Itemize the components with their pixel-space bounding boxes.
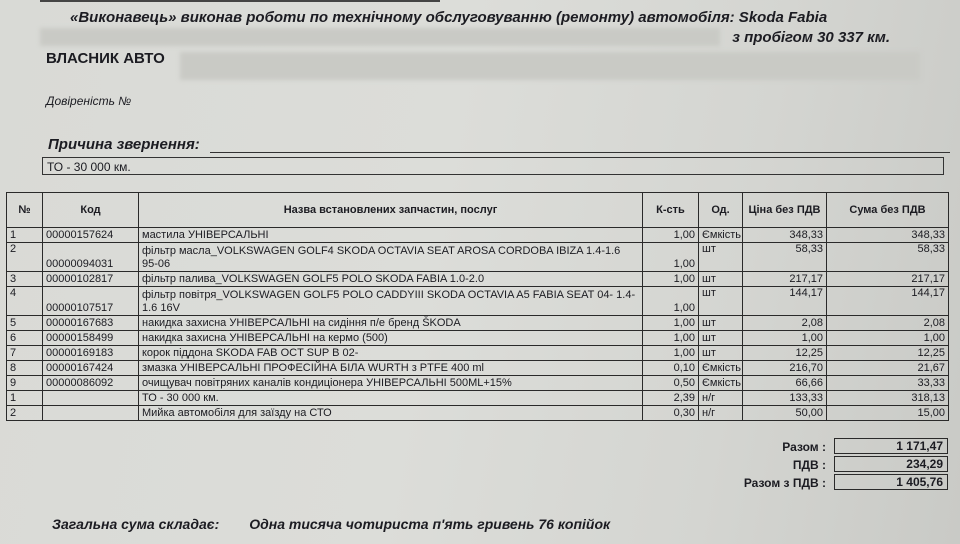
- cell-qty: 1,00: [643, 272, 699, 287]
- cell-code: [43, 406, 139, 421]
- cell-unit: Ємкість: [699, 228, 743, 243]
- cell-code: 00000086092: [43, 376, 139, 391]
- subtotal-value: 1 171,47: [834, 438, 948, 454]
- cell-name: накидка захисна УНІВЕРСАЛЬНІ на сидіння п/е бренд ŠKODA: [139, 316, 643, 331]
- cell-unit: Ємкість: [699, 361, 743, 376]
- cell-price: 133,33: [743, 391, 827, 406]
- table-row: [7, 228, 949, 243]
- cell-name: Мийка автомобіля для заїзду на СТО: [139, 406, 643, 421]
- cell-number: 1: [7, 391, 43, 406]
- cell-code: 00000167683: [43, 316, 139, 331]
- table-row: [7, 406, 949, 421]
- cell-sum: 217,17: [827, 272, 949, 287]
- table-row: [7, 331, 949, 346]
- table-header-row: [7, 193, 949, 228]
- col-header-price: Ціна без ПДВ: [743, 193, 827, 228]
- redacted-owner: [180, 52, 920, 80]
- cell-name: фільтр повітря_VOLKSWAGEN GOLF5 POLO CADDYIII SKODA OCTAVIA A5 FABIA SEAT 04- 1.4-1.6 16V: [139, 287, 643, 316]
- proxy-label: Довіреність №: [46, 94, 132, 108]
- table-row: [7, 243, 949, 272]
- cell-sum: 318,13: [827, 391, 949, 406]
- cell-code: 00000169183: [43, 346, 139, 361]
- cell-price: 2,08: [743, 316, 827, 331]
- grand-total-line: [52, 516, 610, 532]
- vat-value: 234,29: [834, 456, 948, 472]
- cell-name: очищувач повітряних каналів кондиціонера УНІВЕРСАЛЬНІ 500ML+15%: [139, 376, 643, 391]
- cell-number: 7: [7, 346, 43, 361]
- intro-line-1: «Виконавець» виконав роботи по технічному обслуговуванню (ремонту) автомобіля: Skoda Fabia: [70, 9, 828, 26]
- cell-qty: 1,00: [643, 228, 699, 243]
- table-row: [7, 391, 949, 406]
- cell-price: 217,17: [743, 272, 827, 287]
- cell-number: 5: [7, 316, 43, 331]
- redacted-area: [40, 28, 720, 46]
- table-row: [7, 376, 949, 391]
- col-header-number: №: [7, 193, 43, 228]
- cell-number: 2: [7, 243, 43, 272]
- cell-unit: шт: [699, 272, 743, 287]
- cell-qty: 2,39: [643, 391, 699, 406]
- cell-price: 1,00: [743, 331, 827, 346]
- cell-number: 4: [7, 287, 43, 316]
- table-row: [7, 361, 949, 376]
- reason-label: Причина звернення:: [48, 136, 200, 153]
- cell-name: ТО - 30 000 км.: [139, 391, 643, 406]
- cell-number: 9: [7, 376, 43, 391]
- reason-underline: [210, 152, 950, 153]
- cell-name: фільтр палива_VOLKSWAGEN GOLF5 POLO SKODA FABIA 1.0-2.0: [139, 272, 643, 287]
- cell-qty: 0,10: [643, 361, 699, 376]
- cell-code: 00000107517: [43, 287, 139, 316]
- owner-label: ВЛАСНИК АВТО: [46, 50, 165, 67]
- cell-qty: 1,00: [643, 316, 699, 331]
- cell-qty: 0,50: [643, 376, 699, 391]
- total-row: [700, 474, 950, 492]
- cell-name: корок піддона SKODA FAB OCT SUP B 02-: [139, 346, 643, 361]
- reason-field: ТО - 30 000 км.: [42, 157, 944, 175]
- cell-name: фільтр масла_VOLKSWAGEN GOLF4 SKODA OCTAVIA SEAT AROSA CORDOBA IBIZA 1.4-1.6 95-06: [139, 243, 643, 272]
- cell-unit: н/г: [699, 406, 743, 421]
- top-rule: [40, 0, 440, 2]
- cell-unit: шт: [699, 316, 743, 331]
- subtotal-row: [700, 438, 950, 456]
- cell-price: 50,00: [743, 406, 827, 421]
- cell-qty: 1,00: [643, 331, 699, 346]
- totals-block: [700, 438, 950, 492]
- cell-price: 58,33: [743, 243, 827, 272]
- cell-unit: Ємкість: [699, 376, 743, 391]
- vat-row: [700, 456, 950, 474]
- cell-qty: 1,00: [643, 243, 699, 272]
- table-row: [7, 272, 949, 287]
- cell-number: 6: [7, 331, 43, 346]
- cell-sum: 1,00: [827, 331, 949, 346]
- cell-price: 216,70: [743, 361, 827, 376]
- intro-line-2: з пробігом 30 337 км.: [732, 29, 890, 46]
- total-value: 1 405,76: [834, 474, 948, 490]
- cell-code: 00000157624: [43, 228, 139, 243]
- items-table: [6, 192, 949, 421]
- cell-sum: 2,08: [827, 316, 949, 331]
- cell-qty: 0,30: [643, 406, 699, 421]
- cell-unit: шт: [699, 346, 743, 361]
- cell-sum: 58,33: [827, 243, 949, 272]
- total-label: Разом з ПДВ :: [743, 476, 826, 490]
- cell-price: 12,25: [743, 346, 827, 361]
- cell-sum: 144,17: [827, 287, 949, 316]
- cell-unit: шт: [699, 287, 743, 316]
- vat-label: ПДВ :: [792, 458, 826, 472]
- grand-total-words: Одна тисяча чотириста п'ять гривень 76 копійок: [249, 516, 611, 532]
- cell-unit: шт: [699, 243, 743, 272]
- cell-sum: 21,67: [827, 361, 949, 376]
- cell-price: 66,66: [743, 376, 827, 391]
- cell-code: 00000094031: [43, 243, 139, 272]
- cell-sum: 348,33: [827, 228, 949, 243]
- cell-sum: 33,33: [827, 376, 949, 391]
- col-header-code: Код: [43, 193, 139, 228]
- table-row: [7, 316, 949, 331]
- grand-total-label: Загальна сума складає:: [52, 516, 220, 532]
- cell-number: 2: [7, 406, 43, 421]
- col-header-name: Назва встановлених запчастин, послуг: [139, 193, 643, 228]
- cell-price: 144,17: [743, 287, 827, 316]
- col-header-unit: Од.: [699, 193, 743, 228]
- cell-code: [43, 391, 139, 406]
- cell-name: мастила УНІВЕРСАЛЬНІ: [139, 228, 643, 243]
- cell-unit: шт: [699, 331, 743, 346]
- cell-number: 3: [7, 272, 43, 287]
- col-header-sum: Сума без ПДВ: [827, 193, 949, 228]
- cell-number: 8: [7, 361, 43, 376]
- cell-code: 00000102817: [43, 272, 139, 287]
- cell-qty: 1,00: [643, 346, 699, 361]
- cell-price: 348,33: [743, 228, 827, 243]
- cell-sum: 12,25: [827, 346, 949, 361]
- cell-unit: н/г: [699, 391, 743, 406]
- cell-qty: 1,00: [643, 287, 699, 316]
- table-row: [7, 346, 949, 361]
- cell-code: 00000167424: [43, 361, 139, 376]
- cell-code: 00000158499: [43, 331, 139, 346]
- table-row: [7, 287, 949, 316]
- col-header-qty: К-сть: [643, 193, 699, 228]
- subtotal-label: Разом :: [782, 440, 826, 454]
- cell-name: змазка УНІВЕРСАЛЬНІ ПРОФЕСІЙНА БІЛА WURTH з PTFE 400 ml: [139, 361, 643, 376]
- cell-name: накидка захисна УНІВЕРСАЛЬНІ на кермо (500): [139, 331, 643, 346]
- cell-number: 1: [7, 228, 43, 243]
- cell-sum: 15,00: [827, 406, 949, 421]
